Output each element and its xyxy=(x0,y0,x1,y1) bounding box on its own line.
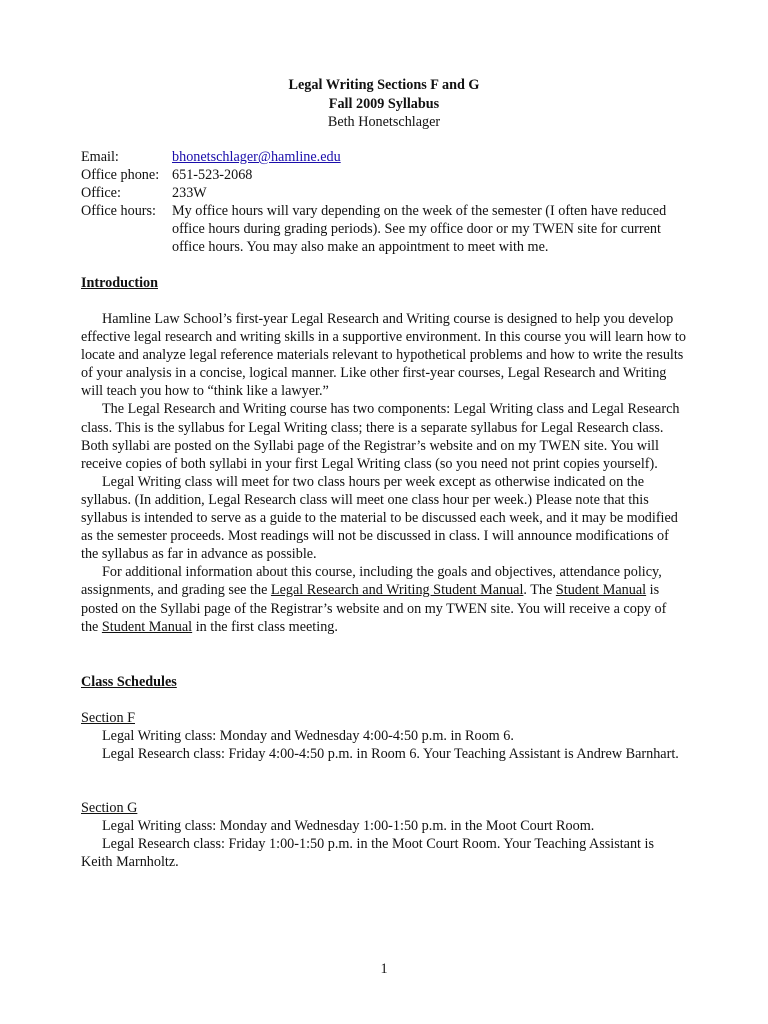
student-manual-reference-2: Student Manual xyxy=(101,618,193,635)
document-subtitle: Fall 2009 Syllabus xyxy=(328,95,440,112)
intro-paragraph-4 xyxy=(81,563,687,635)
hours-value: My office hours will vary depending on the week of the semester (I often have reduced office hours during grading periods). See my office door or my TWEN site for current office hours. You may also make an appointment to meet with me. xyxy=(172,203,667,256)
office-value: 233W xyxy=(172,185,207,202)
intro-paragraph-1: Hamline Law School’s first-year Legal Research and Writing course is designed to help you develop effective legal research and writing skills in a supportive environment. In this course you will learn how to locate and analyze legal reference materials relevant to hypothetical problems and how to write the results of your analysis in a concise, logical manner. Like other first-year courses, Legal Research and Writing will teach you how to “think like a lawyer.” xyxy=(81,311,686,400)
document-title: Legal Writing Sections F and G xyxy=(288,77,480,93)
office-label: Office: xyxy=(81,185,121,202)
section-g-block xyxy=(81,799,687,871)
hours-label: Office hours: xyxy=(81,203,156,220)
office-row xyxy=(81,184,687,202)
section-f-writing: Legal Writing class: Monday and Wednesday 4:00-4:50 p.m. in Room 6. xyxy=(102,728,514,745)
section-g-writing: Legal Writing class: Monday and Wednesday 1:00-1:50 p.m. in the Moot Court Room. xyxy=(102,818,595,835)
student-manual-reference-full: Legal Research and Writing Student Manual xyxy=(270,582,524,599)
intro-paragraph-2: The Legal Research and Writing course has two components: Legal Writing class and Legal Research class. This is the syllabus for Legal Writing class; there is a separate syllabus for Legal Research class. Both syllabi are posted on the Syllabi page of the Registrar’s website and on my TWEN site. You will receive copies of both syllabi in your first Legal Writing class (so you need not print copies yourself). xyxy=(81,401,680,472)
hours-row xyxy=(81,202,687,256)
section-g-title: Section G xyxy=(81,800,138,816)
email-link[interactable]: bhonetschlager@hamline.edu xyxy=(172,149,341,165)
contact-info xyxy=(81,148,687,257)
intro-p4-text-d: in the first class meeting. xyxy=(192,618,338,635)
section-f-block xyxy=(81,709,687,763)
title-block xyxy=(0,76,768,132)
introduction-body xyxy=(81,310,687,636)
student-manual-reference: Student Manual xyxy=(555,582,647,599)
introduction-heading: Introduction xyxy=(81,275,158,291)
phone-row xyxy=(81,166,687,184)
section-f-title: Section F xyxy=(81,710,135,726)
intro-p4-text-a: For additional information about this course, including the goals and objectives, attendance policy, assignments, and grading see the xyxy=(81,564,662,599)
intro-p4-text-b: . The xyxy=(523,582,556,599)
phone-label: Office phone: xyxy=(81,167,160,184)
section-g-research: Legal Research class: Friday 1:00-1:50 p.m. in the Moot Court Room. Your Teaching Assistant is Keith Marnholtz. xyxy=(81,836,655,871)
instructor-name: Beth Honetschlager xyxy=(327,114,441,130)
intro-p4-text-c: is posted on the Syllabi page of the Registrar’s website and on my TWEN site. You will receive a copy of the xyxy=(81,582,667,635)
section-f-research: Legal Research class: Friday 4:00-4:50 p.m. in Room 6. Your Teaching Assistant is Andrew Barnhart. xyxy=(102,746,679,763)
class-schedules-heading: Class Schedules xyxy=(81,674,177,690)
email-row xyxy=(81,148,687,166)
phone-value: 651-523-2068 xyxy=(172,167,253,184)
email-label: Email: xyxy=(81,149,119,165)
page-number: 1 xyxy=(380,961,388,977)
intro-paragraph-3: Legal Writing class will meet for two class hours per week except as otherwise indicated on the syllabus. (In addition, Legal Research class will meet one class hour per week.) Please note that this syllabus is intended to serve as a guide to the material to be discussed each week, and it may be modified as the semester proceeds. Most readings will not be discussed in class. I will announce modifications of the syllabus as far in advance as possible. xyxy=(81,473,678,563)
